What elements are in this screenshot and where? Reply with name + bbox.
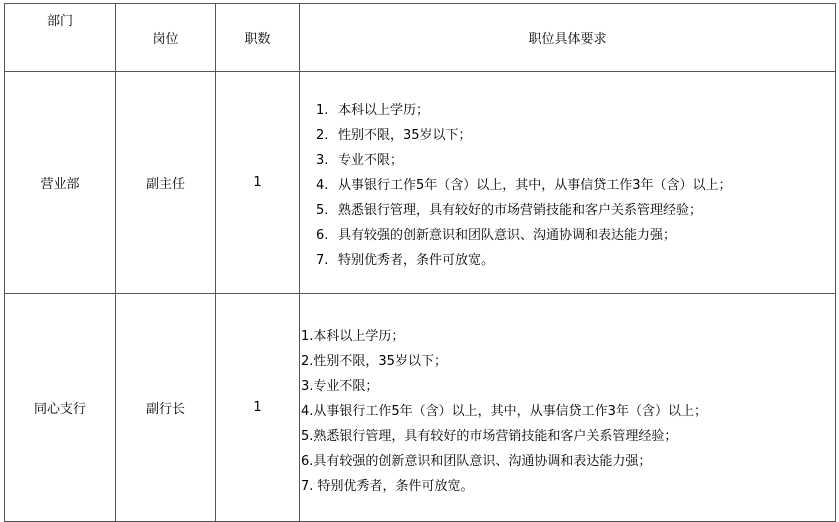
position-cell: 副主任 <box>116 72 216 294</box>
item-text: 特别优秀者，条件可放宽。 <box>313 479 474 494</box>
requirements-list <box>300 324 835 499</box>
list-item <box>301 374 835 399</box>
header-department: 部门 <box>5 4 116 72</box>
requirements-cell <box>300 294 836 522</box>
position-cell: 副行长 <box>116 294 216 522</box>
item-number: 6. <box>301 454 314 469</box>
item-number: 7. <box>301 479 314 494</box>
list-item <box>316 223 835 248</box>
header-position: 岗位 <box>116 4 216 72</box>
item-number: 1. <box>301 329 314 344</box>
item-text: 从事银行工作5年（含）以上，其中，从事信贷工作3年（含）以上； <box>338 178 732 193</box>
item-text: 本科以上学历； <box>338 103 430 118</box>
item-text: 熟悉银行管理，具有较好的市场营销技能和客户关系管理经验； <box>313 429 678 444</box>
department-cell: 营业部 <box>5 72 116 294</box>
item-text: 熟悉银行管理，具有较好的市场营销技能和客户关系管理经验； <box>338 203 703 218</box>
department-cell: 同心支行 <box>5 294 116 522</box>
requirements-cell <box>300 72 836 294</box>
item-text: 具有较强的创新意识和团队意识、沟通协调和表达能力强； <box>313 454 652 469</box>
item-text: 特别优秀者，条件可放宽。 <box>338 253 495 268</box>
table-row <box>5 72 836 294</box>
list-item <box>301 424 835 449</box>
list-item <box>316 123 835 148</box>
item-text: 从事银行工作5年（含）以上，其中，从事信贷工作3年（含）以上； <box>313 404 707 419</box>
item-number: 3. <box>301 379 314 394</box>
list-item <box>301 399 835 424</box>
item-number: 5. <box>301 429 314 444</box>
list-item <box>316 198 835 223</box>
list-item <box>301 474 835 499</box>
job-requirements-table <box>4 3 836 522</box>
list-item <box>301 349 835 374</box>
item-text: 专业不限； <box>338 153 404 168</box>
list-item <box>316 248 835 273</box>
count-cell: 1 <box>216 294 300 522</box>
item-number: 2. <box>316 128 329 143</box>
item-text: 性别不限，35岁以下； <box>313 354 447 369</box>
table-header-row <box>5 4 836 72</box>
item-number: 4. <box>301 404 314 419</box>
item-number: 7. <box>316 253 329 268</box>
list-item <box>301 449 835 474</box>
item-number: 4. <box>316 178 329 193</box>
item-text: 本科以上学历； <box>313 329 405 344</box>
item-text: 专业不限； <box>313 379 379 394</box>
list-item <box>316 173 835 198</box>
item-text: 具有较强的创新意识和团队意识、沟通协调和表达能力强； <box>338 228 677 243</box>
header-requirements: 职位具体要求 <box>300 4 836 72</box>
item-number: 3. <box>316 153 329 168</box>
item-number: 5. <box>316 203 329 218</box>
header-count: 职数 <box>216 4 300 72</box>
item-number: 1. <box>316 103 329 118</box>
list-item <box>316 98 835 123</box>
item-number: 6. <box>316 228 329 243</box>
requirements-list <box>300 98 835 273</box>
item-text: 性别不限，35岁以下； <box>338 128 472 143</box>
list-item <box>301 324 835 349</box>
item-number: 2. <box>301 354 314 369</box>
list-item <box>316 148 835 173</box>
table-row <box>5 294 836 522</box>
count-cell: 1 <box>216 72 300 294</box>
